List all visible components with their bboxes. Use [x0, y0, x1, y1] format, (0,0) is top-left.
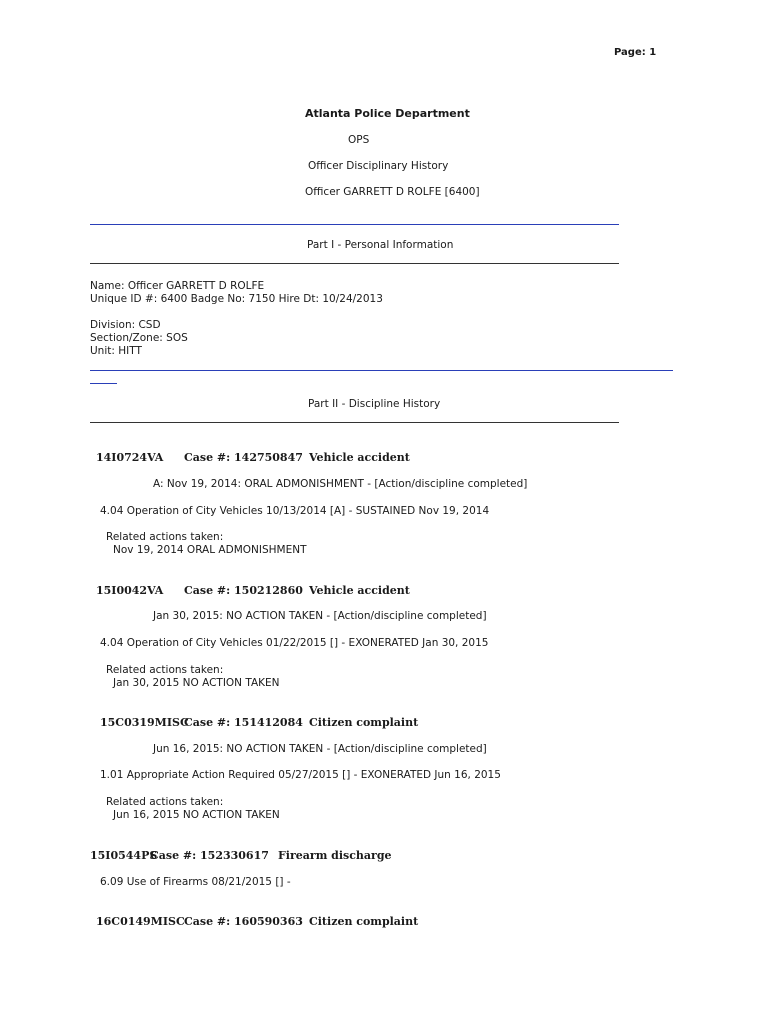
- case-allegation: 1.01 Appropriate Action Required 05/27/2015 [] - EXONERATED Jun 16, 2015: [100, 769, 501, 781]
- case-id: 16C0149MISC: [96, 915, 185, 928]
- case-type: Citizen complaint: [309, 716, 419, 729]
- case-header: [96, 915, 418, 928]
- officer-division: Division: CSD: [90, 319, 161, 331]
- officer-name: Name: Officer GARRETT D ROLFE: [90, 280, 265, 292]
- related-action: Nov 19, 2014 ORAL ADMONISHMENT: [113, 544, 307, 556]
- case-action: A: Nov 19, 2014: ORAL ADMONISHMENT - [Action/discipline completed]: [153, 478, 528, 490]
- case-number: Case #: 151412084: [184, 716, 303, 729]
- page-number: Page: 1: [614, 47, 657, 58]
- case-number: Case #: 142750847: [184, 451, 303, 464]
- case-type: Vehicle accident: [309, 451, 410, 464]
- office-label: OPS: [348, 134, 370, 146]
- report-title: Officer Disciplinary History: [308, 160, 449, 172]
- case-number: Case #: 160590363: [184, 915, 303, 928]
- case-header: [90, 849, 392, 862]
- divider: [90, 263, 619, 264]
- officer-section: Section/Zone: SOS: [90, 332, 188, 344]
- related-action: Jun 16, 2015 NO ACTION TAKEN: [113, 809, 280, 821]
- related-action: Jan 30, 2015 NO ACTION TAKEN: [113, 677, 280, 689]
- case-allegation: 4.04 Operation of City Vehicles 01/22/2015 [] - EXONERATED Jan 30, 2015: [100, 637, 489, 649]
- case-header: [100, 716, 418, 729]
- case-number: Case #: 152330617: [150, 849, 269, 862]
- case-id: 14I0724VA: [96, 451, 164, 464]
- case-header: [96, 451, 410, 464]
- part1-title: Part I - Personal Information: [307, 239, 454, 251]
- officer-heading: Officer GARRETT D ROLFE [6400]: [305, 186, 480, 198]
- divider: [90, 422, 619, 423]
- divider-blue: [90, 370, 673, 371]
- related-label: Related actions taken:: [106, 796, 224, 808]
- divider-blue-tail: [90, 383, 117, 384]
- officer-ids: Unique ID #: 6400 Badge No: 7150 Hire Dt: 10/24/2013: [90, 293, 383, 305]
- case-header: [96, 584, 410, 597]
- case-allegation: 6.09 Use of Firearms 08/21/2015 [] -: [100, 876, 291, 888]
- officer-unit: Unit: HITT: [90, 345, 142, 357]
- case-type: Vehicle accident: [309, 584, 410, 597]
- case-action: Jan 30, 2015: NO ACTION TAKEN - [Action/discipline completed]: [153, 610, 487, 622]
- case-type: Firearm discharge: [278, 849, 392, 862]
- divider-blue: [90, 224, 619, 225]
- case-id: 15C0319MISC: [100, 716, 189, 729]
- case-action: Jun 16, 2015: NO ACTION TAKEN - [Action/discipline completed]: [153, 743, 487, 755]
- part2-title: Part II - Discipline History: [308, 398, 441, 410]
- case-id: 15I0544PS: [90, 849, 158, 862]
- related-label: Related actions taken:: [106, 664, 224, 676]
- case-allegation: 4.04 Operation of City Vehicles 10/13/2014 [A] - SUSTAINED Nov 19, 2014: [100, 505, 490, 517]
- case-id: 15I0042VA: [96, 584, 164, 597]
- related-label: Related actions taken:: [106, 531, 224, 543]
- case-type: Citizen complaint: [309, 915, 419, 928]
- case-number: Case #: 150212860: [184, 584, 303, 597]
- department-title: Atlanta Police Department: [305, 107, 470, 120]
